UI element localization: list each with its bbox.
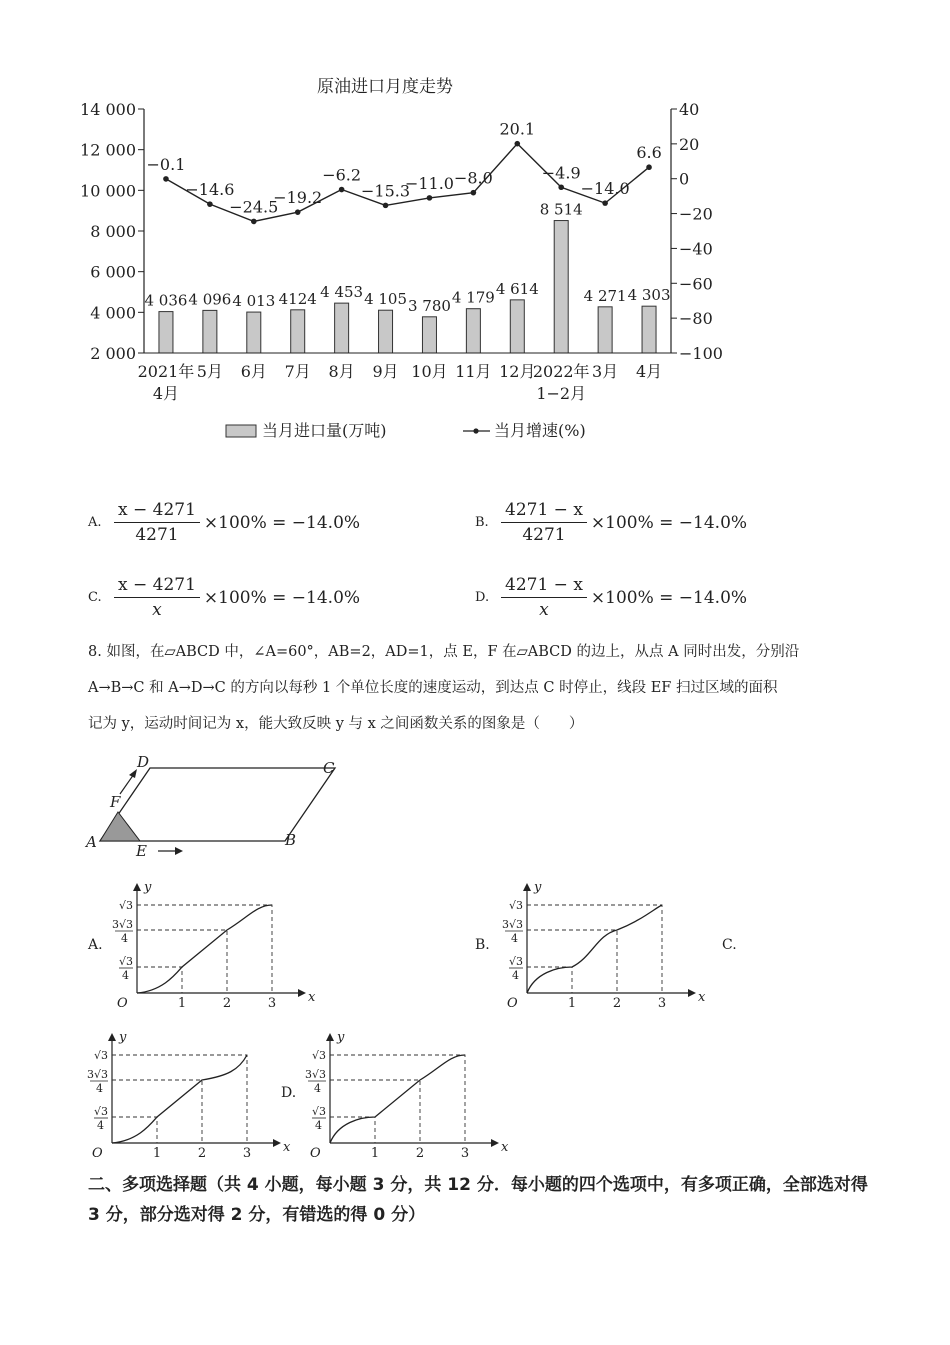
category-label: 10月 (411, 362, 448, 381)
y-axis-arrow (523, 883, 531, 891)
growth-point (163, 176, 169, 182)
bar (642, 306, 656, 353)
graph-option-d-label[interactable]: D. (281, 1085, 297, 1101)
growth-label: −14.0 (580, 179, 630, 199)
left-tick-label: 8 000 (90, 222, 136, 241)
q7-numerator: 4271 − x (501, 575, 587, 598)
left-tick-label: 10 000 (80, 181, 136, 201)
guide-mid (137, 930, 227, 993)
category-label: 2021年 (137, 362, 195, 381)
y-tick-low-num: √3 (508, 955, 523, 968)
bar-label: 4 271 (583, 286, 627, 305)
y-axis-label: y (119, 1030, 127, 1045)
guide-mid (112, 1080, 202, 1143)
q7-option-b[interactable] (475, 500, 747, 545)
growth-point (646, 164, 652, 170)
q7-numerator: x − 4271 (114, 500, 200, 523)
q7-fraction (114, 500, 200, 545)
y-tick-top: √3 (311, 1049, 326, 1062)
category-label: 6月 (240, 362, 267, 381)
q7-option-d[interactable] (475, 575, 747, 620)
category-label: 5月 (196, 362, 223, 381)
q7-denominator: 4271 (522, 525, 566, 545)
parallelogram-figure (80, 750, 370, 865)
q7-option-rest: ×100% = −14.0% (203, 587, 361, 608)
bar (291, 310, 305, 353)
x-axis-label: x (283, 1140, 291, 1155)
bar-label: 4 036 (144, 291, 188, 310)
arrow-e-head (175, 847, 183, 855)
origin-label: O (117, 996, 128, 1011)
y-axis-label: y (337, 1030, 345, 1045)
q7-fraction (114, 575, 200, 620)
point-f: F (110, 793, 121, 811)
growth-point (295, 209, 301, 215)
x-tick-label: 1 (567, 996, 577, 1011)
growth-label: −24.5 (229, 197, 279, 217)
y-axis-arrow (326, 1033, 334, 1041)
x-tick-label: 3 (267, 996, 277, 1011)
right-tick-label: −20 (679, 204, 713, 224)
y-tick-mid-den: 4 (121, 932, 128, 945)
question-8 (88, 634, 878, 742)
y-tick-mid-num: 3√3 (501, 918, 523, 931)
arrow-f-head (129, 769, 137, 778)
category-label: 12月 (499, 362, 536, 381)
graph-c (80, 1025, 291, 1165)
bar-label: 3 780 (407, 296, 451, 315)
category-label: 4月 (152, 384, 180, 403)
category-label: 7月 (284, 362, 311, 381)
right-tick-label: 40 (679, 100, 700, 119)
growth-point (207, 201, 213, 207)
guide-low (112, 1117, 157, 1143)
legend-bar-swatch (226, 425, 256, 437)
origin-label: O (92, 1146, 103, 1161)
y-tick-low-num: √3 (93, 1105, 108, 1118)
q7-fraction (501, 575, 587, 620)
bar (247, 312, 261, 353)
bar-label: 4 013 (232, 292, 276, 311)
growth-point (514, 141, 520, 147)
x-tick-label: 3 (657, 996, 667, 1011)
left-tick-label: 4 000 (90, 303, 136, 323)
growth-label: 6.6 (636, 143, 662, 163)
growth-point (383, 203, 389, 209)
graph-d (298, 1025, 509, 1165)
growth-point (471, 190, 477, 196)
q7-option-label: C. (88, 590, 102, 605)
q7-option-c[interactable] (88, 575, 360, 620)
y-axis-label: y (534, 880, 542, 895)
chart-plot-area (80, 100, 723, 403)
graph-option-c-label[interactable]: C. (722, 937, 737, 953)
y-tick-top: √3 (93, 1049, 108, 1062)
q7-numerator: x − 4271 (114, 575, 200, 598)
x-tick-label: 2 (612, 996, 622, 1011)
q8-line-3: 记为 y，运动时间记为 x，能大致反映 y 与 x 之间函数关系的图象是（ ） (88, 716, 584, 732)
chart-title: 原油进口月度走势 (317, 77, 453, 97)
origin-label: O (507, 996, 518, 1011)
growth-point (558, 184, 564, 190)
bar (335, 303, 349, 353)
bar (203, 310, 217, 353)
graph-option-b-label[interactable]: B. (475, 937, 490, 953)
y-tick-mid-den: 4 (314, 1082, 321, 1095)
x-tick-label: 2 (222, 996, 232, 1011)
right-tick-label: −40 (679, 239, 713, 259)
growth-label: −4.9 (541, 163, 581, 183)
oil-import-chart (0, 60, 950, 460)
point-e: E (136, 842, 147, 860)
growth-label: 20.1 (499, 119, 536, 139)
right-tick-label: −60 (679, 274, 713, 294)
graph-a (105, 875, 316, 1015)
q7-option-rest: ×100% = −14.0% (590, 512, 748, 533)
growth-label: −6.2 (322, 165, 362, 185)
q8-line-1: 8. 如图，在▱ABCD 中，∠A=60°，AB=2，AD=1，点 E，F 在▱ABCD 的边上，从点 A 同时出发，分别沿 (88, 644, 800, 660)
q7-denominator: x (152, 600, 162, 620)
bar-label: 4124 (278, 289, 317, 308)
vertex-a: A (86, 833, 97, 851)
graph-b (495, 875, 706, 1015)
function-curve (112, 1055, 247, 1143)
bar (466, 309, 480, 353)
y-tick-low-den: 4 (512, 969, 519, 982)
y-tick-low-num: √3 (118, 955, 133, 968)
y-tick-top: √3 (508, 899, 523, 912)
x-tick-label: 1 (177, 996, 187, 1011)
growth-label: −8.0 (453, 168, 493, 188)
bar-label: 4 096 (188, 290, 232, 309)
category-label: 9月 (372, 362, 399, 381)
legend-line-marker (473, 428, 478, 433)
q8-line-2: A→B→C 和 A→D→C 的方向以每秒 1 个单位长度的速度运动，到达点 C 时停止，线段 EF 扫过区域的面积 (88, 680, 778, 696)
x-axis-label: x (308, 990, 316, 1005)
growth-point (251, 219, 257, 225)
vertex-c: C (323, 759, 335, 777)
growth-point (602, 200, 608, 206)
growth-label: −11.0 (404, 173, 454, 193)
growth-point (427, 195, 433, 201)
y-tick-low-den: 4 (315, 1119, 322, 1132)
function-curve (527, 905, 662, 993)
category-label: 1−2月 (536, 384, 587, 403)
right-tick-label: 20 (679, 134, 700, 154)
q7-option-label: B. (475, 515, 489, 530)
category-label: 2022年 (532, 362, 590, 381)
bar (422, 317, 436, 353)
growth-label: −0.1 (146, 154, 186, 174)
x-tick-label: 1 (370, 1146, 380, 1161)
y-tick-top: √3 (118, 899, 133, 912)
x-tick-label: 2 (415, 1146, 425, 1161)
x-tick-label: 2 (197, 1146, 207, 1161)
bar-label: 4 303 (627, 286, 671, 305)
origin-label: O (310, 1146, 321, 1161)
guide-low (137, 967, 182, 993)
y-tick-low-den: 4 (122, 969, 129, 982)
bar (510, 300, 524, 353)
category-label: 4月 (635, 362, 663, 381)
x-axis-arrow (273, 1139, 281, 1147)
q7-option-label: A. (88, 515, 102, 530)
vertex-b: B (285, 831, 297, 849)
x-axis-label: x (698, 990, 706, 1005)
bar-label: 4 179 (451, 288, 495, 307)
left-tick-label: 6 000 (90, 262, 136, 282)
q7-denominator: 4271 (135, 525, 179, 545)
left-tick-label: 2 000 (90, 344, 136, 363)
growth-point (339, 187, 345, 193)
q7-numerator: 4271 − x (501, 500, 587, 523)
arrow-f (120, 774, 134, 794)
category-label: 3月 (592, 362, 619, 381)
y-axis-arrow (133, 883, 141, 891)
x-tick-label: 3 (460, 1146, 470, 1161)
x-axis-arrow (491, 1139, 499, 1147)
guide-mid (330, 1080, 420, 1143)
q7-fraction (501, 500, 587, 545)
parallelogram-abcd (100, 768, 335, 841)
q7-option-label: D. (475, 590, 490, 605)
bar (159, 312, 173, 353)
bar-label: 4 105 (364, 290, 408, 309)
bar (598, 307, 612, 353)
left-tick-label: 12 000 (80, 140, 136, 160)
y-tick-low-den: 4 (97, 1119, 104, 1132)
q7-option-rest: ×100% = −14.0% (203, 512, 361, 533)
bar (554, 221, 568, 353)
growth-label: −14.6 (185, 180, 235, 200)
legend-line-label: 当月增速(%) (494, 421, 586, 440)
right-tick-label: −80 (679, 309, 713, 329)
x-tick-label: 3 (242, 1146, 252, 1161)
guide-mid (527, 930, 617, 993)
shaded-triangle-aef (100, 812, 140, 841)
x-axis-arrow (688, 989, 696, 997)
y-tick-mid-num: 3√3 (111, 918, 133, 931)
x-axis-arrow (298, 989, 306, 997)
left-tick-label: 14 000 (80, 100, 136, 119)
bar (379, 310, 393, 353)
graph-option-a-label[interactable]: A. (88, 937, 103, 953)
vertex-d: D (137, 753, 150, 771)
bar-label: 8 514 (539, 200, 583, 219)
q7-option-rest: ×100% = −14.0% (590, 587, 748, 608)
y-axis-label: y (144, 880, 152, 895)
section-2-heading: 二、多项选择题（共 4 小题，每小题 3 分，共 12 分．每小题的四个选项中，有多项正确，全部选对得 3 分，部分选对得 2 分，有错选的得 0 分） (88, 1175, 868, 1225)
growth-label: −19.2 (273, 188, 323, 208)
legend-bar-label: 当月进口量(万吨) (262, 421, 387, 440)
y-axis-arrow (108, 1033, 116, 1041)
y-tick-mid-den: 4 (96, 1082, 103, 1095)
x-axis-label: x (501, 1140, 509, 1155)
y-tick-mid-den: 4 (511, 932, 518, 945)
right-tick-label: −100 (679, 344, 723, 363)
q7-denominator: x (539, 600, 549, 620)
bar-label: 4 614 (495, 279, 539, 298)
y-tick-mid-num: 3√3 (304, 1068, 326, 1081)
function-curve (137, 905, 272, 993)
q7-option-a[interactable] (88, 500, 360, 545)
x-tick-label: 1 (152, 1146, 162, 1161)
y-tick-low-num: √3 (311, 1105, 326, 1118)
right-tick-label: 0 (679, 169, 690, 189)
function-curve (330, 1055, 465, 1143)
y-tick-mid-num: 3√3 (86, 1068, 108, 1081)
category-label: 11月 (455, 362, 492, 381)
category-label: 8月 (328, 362, 355, 381)
bar-label: 4 453 (320, 283, 364, 302)
growth-label: −15.3 (361, 181, 411, 201)
